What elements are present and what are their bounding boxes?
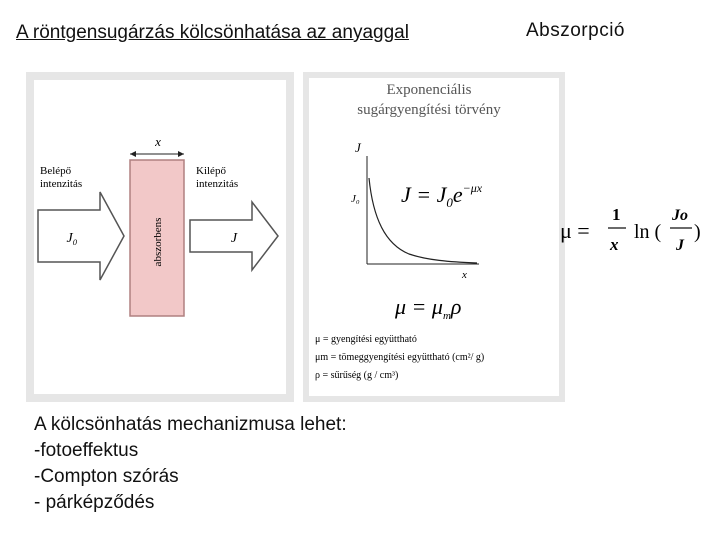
out-label-1: Kilépő bbox=[196, 165, 226, 177]
formula-mu-symbol: μ = bbox=[560, 218, 590, 243]
law-heading-1: Exponenciális bbox=[386, 82, 472, 98]
in-label-1: Belépő bbox=[40, 165, 72, 177]
absorption-formula bbox=[560, 198, 710, 262]
ratio-denominator: J bbox=[676, 237, 684, 254]
absorption-heading: Abszorpció bbox=[526, 20, 625, 41]
mechanism-item-photoeffect: -fotoeffektus bbox=[34, 440, 139, 461]
law-heading-2: sugárgyengítési törvény bbox=[357, 102, 501, 118]
mechanism-heading: A kölcsönhatás mechanizmusa lehet: bbox=[34, 414, 347, 435]
closing-paren: ) bbox=[694, 221, 701, 243]
out-label-2: intenzitás bbox=[196, 178, 239, 190]
attenuation-law-figure bbox=[303, 72, 565, 402]
fraction-denominator: x bbox=[610, 235, 619, 254]
fraction-numerator: 1 bbox=[612, 205, 621, 224]
ln-function: ln ( bbox=[634, 221, 662, 243]
j-label: J bbox=[230, 231, 238, 246]
j0-tick: J₀ bbox=[351, 193, 360, 205]
dim-arrow-left bbox=[130, 151, 136, 157]
j0-label: J₀ bbox=[66, 231, 78, 246]
dim-arrow-right bbox=[178, 151, 184, 157]
mechanism-item-pair-production: - párképződés bbox=[34, 492, 155, 513]
ratio-numerator: Jo bbox=[672, 207, 688, 224]
legend-rho: ρ = sűrűség (g / cm³) bbox=[315, 370, 399, 381]
axis-y-label: J bbox=[355, 140, 361, 155]
in-label-2: intenzitás bbox=[40, 178, 83, 190]
legend-mu: μ = gyengítési együttható bbox=[315, 334, 417, 345]
formula-law: $J = J_0e^{-\mu x}$ bbox=[401, 181, 483, 210]
mechanism-block bbox=[34, 412, 347, 516]
slide-title: A röntgensugárzás kölcsönhatása az anyaggal bbox=[16, 22, 409, 43]
mechanism-item-compton: -Compton szórás bbox=[34, 466, 179, 487]
absorber-label: abszorbens bbox=[152, 217, 164, 267]
formula-mu: $\mu = \mu_m\rho$ bbox=[395, 294, 462, 322]
axis-x-label: x bbox=[462, 269, 467, 281]
absorber-figure bbox=[26, 72, 294, 402]
attenuation-diagram bbox=[309, 78, 559, 396]
legend-mum: μm = tömeggyengítési együttható (cm²/ g) bbox=[315, 352, 485, 363]
absorber-diagram bbox=[34, 80, 286, 394]
incoming-arrow bbox=[38, 192, 124, 280]
thickness-label: x bbox=[155, 134, 161, 149]
